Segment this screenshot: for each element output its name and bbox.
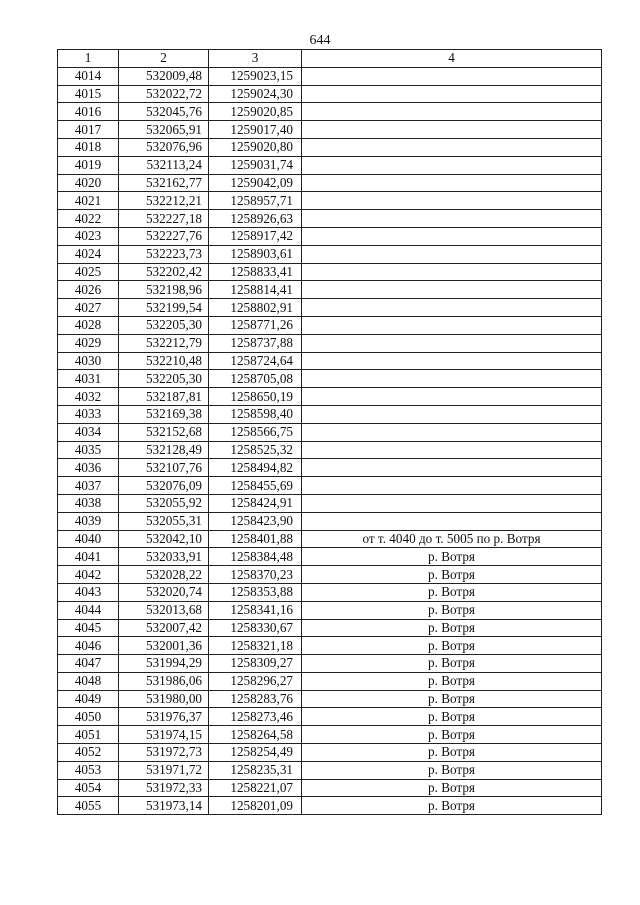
point-number-cell: 4040 bbox=[58, 530, 119, 548]
table-row bbox=[58, 744, 602, 762]
point-number-cell: 4049 bbox=[58, 690, 119, 708]
point-number-cell: 4050 bbox=[58, 708, 119, 726]
description-cell: р. Вотря bbox=[302, 744, 602, 762]
description-cell bbox=[302, 67, 602, 85]
point-number-cell: 4039 bbox=[58, 512, 119, 530]
table-row bbox=[58, 708, 602, 726]
description-cell bbox=[302, 316, 602, 334]
table-row bbox=[58, 619, 602, 637]
y-coordinate-cell: 1258525,32 bbox=[209, 441, 302, 459]
x-coordinate-cell: 531986,06 bbox=[119, 672, 209, 690]
y-coordinate-cell: 1258494,82 bbox=[209, 459, 302, 477]
description-cell bbox=[302, 103, 602, 121]
x-coordinate-cell: 532001,36 bbox=[119, 637, 209, 655]
table-row bbox=[58, 655, 602, 673]
table-row bbox=[58, 761, 602, 779]
table-row bbox=[58, 210, 602, 228]
table-row bbox=[58, 494, 602, 512]
table-row bbox=[58, 566, 602, 584]
x-coordinate-cell: 531972,73 bbox=[119, 744, 209, 762]
y-coordinate-cell: 1259042,09 bbox=[209, 174, 302, 192]
point-number-cell: 4026 bbox=[58, 281, 119, 299]
x-coordinate-cell: 532045,76 bbox=[119, 103, 209, 121]
point-number-cell: 4030 bbox=[58, 352, 119, 370]
description-cell: р. Вотря bbox=[302, 548, 602, 566]
point-number-cell: 4029 bbox=[58, 334, 119, 352]
description-cell bbox=[302, 494, 602, 512]
point-number-cell: 4045 bbox=[58, 619, 119, 637]
table-header-row bbox=[58, 50, 602, 68]
y-coordinate-cell: 1258566,75 bbox=[209, 423, 302, 441]
table-row bbox=[58, 459, 602, 477]
y-coordinate-cell: 1259020,85 bbox=[209, 103, 302, 121]
point-number-cell: 4020 bbox=[58, 174, 119, 192]
description-cell bbox=[302, 263, 602, 281]
description-cell bbox=[302, 512, 602, 530]
description-cell bbox=[302, 121, 602, 139]
y-coordinate-cell: 1258309,27 bbox=[209, 655, 302, 673]
y-coordinate-cell: 1258724,64 bbox=[209, 352, 302, 370]
y-coordinate-cell: 1258283,76 bbox=[209, 690, 302, 708]
description-cell: от т. 4040 до т. 5005 по р. Вотря bbox=[302, 530, 602, 548]
point-number-cell: 4051 bbox=[58, 726, 119, 744]
y-coordinate-cell: 1258273,46 bbox=[209, 708, 302, 726]
table-row bbox=[58, 388, 602, 406]
y-coordinate-cell: 1259024,30 bbox=[209, 85, 302, 103]
x-coordinate-cell: 532169,38 bbox=[119, 405, 209, 423]
point-number-cell: 4041 bbox=[58, 548, 119, 566]
x-coordinate-cell: 532205,30 bbox=[119, 370, 209, 388]
x-coordinate-cell: 532152,68 bbox=[119, 423, 209, 441]
table-row bbox=[58, 156, 602, 174]
x-coordinate-cell: 532128,49 bbox=[119, 441, 209, 459]
description-cell bbox=[302, 156, 602, 174]
table-row bbox=[58, 138, 602, 156]
y-coordinate-cell: 1258705,08 bbox=[209, 370, 302, 388]
description-cell bbox=[302, 174, 602, 192]
description-cell: р. Вотря bbox=[302, 655, 602, 673]
point-number-cell: 4053 bbox=[58, 761, 119, 779]
point-number-cell: 4016 bbox=[58, 103, 119, 121]
table-row bbox=[58, 548, 602, 566]
description-cell bbox=[302, 405, 602, 423]
description-cell bbox=[302, 477, 602, 495]
y-coordinate-cell: 1258353,88 bbox=[209, 583, 302, 601]
y-coordinate-cell: 1258814,41 bbox=[209, 281, 302, 299]
y-coordinate-cell: 1258737,88 bbox=[209, 334, 302, 352]
table-row bbox=[58, 530, 602, 548]
column-header-3: 3 bbox=[209, 50, 302, 68]
x-coordinate-cell: 532162,77 bbox=[119, 174, 209, 192]
description-cell bbox=[302, 299, 602, 317]
point-number-cell: 4028 bbox=[58, 316, 119, 334]
x-coordinate-cell: 532199,54 bbox=[119, 299, 209, 317]
y-coordinate-cell: 1258341,16 bbox=[209, 601, 302, 619]
y-coordinate-cell: 1258424,91 bbox=[209, 494, 302, 512]
x-coordinate-cell: 532212,21 bbox=[119, 192, 209, 210]
y-coordinate-cell: 1258401,88 bbox=[209, 530, 302, 548]
y-coordinate-cell: 1258330,67 bbox=[209, 619, 302, 637]
table-row bbox=[58, 352, 602, 370]
description-cell bbox=[302, 138, 602, 156]
x-coordinate-cell: 532009,48 bbox=[119, 67, 209, 85]
x-coordinate-cell: 532205,30 bbox=[119, 316, 209, 334]
table-row bbox=[58, 334, 602, 352]
description-cell: р. Вотря bbox=[302, 566, 602, 584]
point-number-cell: 4019 bbox=[58, 156, 119, 174]
table-row bbox=[58, 299, 602, 317]
point-number-cell: 4035 bbox=[58, 441, 119, 459]
point-number-cell: 4021 bbox=[58, 192, 119, 210]
y-coordinate-cell: 1258833,41 bbox=[209, 263, 302, 281]
coordinates-table bbox=[57, 49, 602, 815]
x-coordinate-cell: 532107,76 bbox=[119, 459, 209, 477]
table-row bbox=[58, 672, 602, 690]
table-row bbox=[58, 263, 602, 281]
description-cell: р. Вотря bbox=[302, 797, 602, 815]
description-cell: р. Вотря bbox=[302, 761, 602, 779]
point-number-cell: 4036 bbox=[58, 459, 119, 477]
x-coordinate-cell: 531994,29 bbox=[119, 655, 209, 673]
y-coordinate-cell: 1258957,71 bbox=[209, 192, 302, 210]
x-coordinate-cell: 532198,96 bbox=[119, 281, 209, 299]
table-row bbox=[58, 103, 602, 121]
y-coordinate-cell: 1258264,58 bbox=[209, 726, 302, 744]
description-cell bbox=[302, 85, 602, 103]
y-coordinate-cell: 1258201,09 bbox=[209, 797, 302, 815]
column-header-4: 4 bbox=[302, 50, 602, 68]
page-number: 644 bbox=[309, 33, 331, 48]
point-number-cell: 4054 bbox=[58, 779, 119, 797]
description-cell bbox=[302, 441, 602, 459]
x-coordinate-cell: 532227,18 bbox=[119, 210, 209, 228]
table-row bbox=[58, 174, 602, 192]
description-cell bbox=[302, 423, 602, 441]
point-number-cell: 4052 bbox=[58, 744, 119, 762]
x-coordinate-cell: 532223,73 bbox=[119, 245, 209, 263]
point-number-cell: 4025 bbox=[58, 263, 119, 281]
x-coordinate-cell: 531971,72 bbox=[119, 761, 209, 779]
y-coordinate-cell: 1258296,27 bbox=[209, 672, 302, 690]
description-cell bbox=[302, 370, 602, 388]
description-cell: р. Вотря bbox=[302, 619, 602, 637]
table-row bbox=[58, 726, 602, 744]
description-cell: р. Вотря bbox=[302, 601, 602, 619]
description-cell: р. Вотря bbox=[302, 672, 602, 690]
description-cell: р. Вотря bbox=[302, 637, 602, 655]
x-coordinate-cell: 532065,91 bbox=[119, 121, 209, 139]
point-number-cell: 4037 bbox=[58, 477, 119, 495]
x-coordinate-cell: 531972,33 bbox=[119, 779, 209, 797]
column-header-2: 2 bbox=[119, 50, 209, 68]
description-cell bbox=[302, 388, 602, 406]
y-coordinate-cell: 1259023,15 bbox=[209, 67, 302, 85]
table-row bbox=[58, 370, 602, 388]
x-coordinate-cell: 532013,68 bbox=[119, 601, 209, 619]
point-number-cell: 4015 bbox=[58, 85, 119, 103]
x-coordinate-cell: 532187,81 bbox=[119, 388, 209, 406]
table-row bbox=[58, 441, 602, 459]
y-coordinate-cell: 1258802,91 bbox=[209, 299, 302, 317]
y-coordinate-cell: 1258650,19 bbox=[209, 388, 302, 406]
x-coordinate-cell: 531974,15 bbox=[119, 726, 209, 744]
y-coordinate-cell: 1258926,63 bbox=[209, 210, 302, 228]
point-number-cell: 4038 bbox=[58, 494, 119, 512]
x-coordinate-cell: 532076,96 bbox=[119, 138, 209, 156]
point-number-cell: 4027 bbox=[58, 299, 119, 317]
point-number-cell: 4031 bbox=[58, 370, 119, 388]
description-cell bbox=[302, 459, 602, 477]
point-number-cell: 4034 bbox=[58, 423, 119, 441]
y-coordinate-cell: 1258321,18 bbox=[209, 637, 302, 655]
description-cell: р. Вотря bbox=[302, 583, 602, 601]
x-coordinate-cell: 532022,72 bbox=[119, 85, 209, 103]
table-row bbox=[58, 85, 602, 103]
description-cell: р. Вотря bbox=[302, 779, 602, 797]
x-coordinate-cell: 531976,37 bbox=[119, 708, 209, 726]
y-coordinate-cell: 1259031,74 bbox=[209, 156, 302, 174]
point-number-cell: 4042 bbox=[58, 566, 119, 584]
point-number-cell: 4032 bbox=[58, 388, 119, 406]
y-coordinate-cell: 1258235,31 bbox=[209, 761, 302, 779]
table-row bbox=[58, 477, 602, 495]
table-row bbox=[58, 316, 602, 334]
description-cell bbox=[302, 227, 602, 245]
y-coordinate-cell: 1258221,07 bbox=[209, 779, 302, 797]
point-number-cell: 4017 bbox=[58, 121, 119, 139]
y-coordinate-cell: 1258423,90 bbox=[209, 512, 302, 530]
table-row bbox=[58, 601, 602, 619]
y-coordinate-cell: 1258370,23 bbox=[209, 566, 302, 584]
x-coordinate-cell: 531980,00 bbox=[119, 690, 209, 708]
y-coordinate-cell: 1258384,48 bbox=[209, 548, 302, 566]
table-row bbox=[58, 690, 602, 708]
x-coordinate-cell: 532113,24 bbox=[119, 156, 209, 174]
y-coordinate-cell: 1259020,80 bbox=[209, 138, 302, 156]
point-number-cell: 4022 bbox=[58, 210, 119, 228]
x-coordinate-cell: 532033,91 bbox=[119, 548, 209, 566]
point-number-cell: 4048 bbox=[58, 672, 119, 690]
point-number-cell: 4046 bbox=[58, 637, 119, 655]
point-number-cell: 4033 bbox=[58, 405, 119, 423]
point-number-cell: 4043 bbox=[58, 583, 119, 601]
table-row bbox=[58, 512, 602, 530]
point-number-cell: 4018 bbox=[58, 138, 119, 156]
point-number-cell: 4047 bbox=[58, 655, 119, 673]
x-coordinate-cell: 532055,31 bbox=[119, 512, 209, 530]
x-coordinate-cell: 531973,14 bbox=[119, 797, 209, 815]
description-cell: р. Вотря bbox=[302, 690, 602, 708]
table-row bbox=[58, 245, 602, 263]
description-cell: р. Вотря bbox=[302, 708, 602, 726]
description-cell: р. Вотря bbox=[302, 726, 602, 744]
table-row bbox=[58, 583, 602, 601]
column-header-1: 1 bbox=[58, 50, 119, 68]
table-row bbox=[58, 281, 602, 299]
table-row bbox=[58, 423, 602, 441]
point-number-cell: 4023 bbox=[58, 227, 119, 245]
y-coordinate-cell: 1258455,69 bbox=[209, 477, 302, 495]
x-coordinate-cell: 532210,48 bbox=[119, 352, 209, 370]
y-coordinate-cell: 1258771,26 bbox=[209, 316, 302, 334]
table-row bbox=[58, 779, 602, 797]
description-cell bbox=[302, 245, 602, 263]
x-coordinate-cell: 532076,09 bbox=[119, 477, 209, 495]
description-cell bbox=[302, 334, 602, 352]
point-number-cell: 4014 bbox=[58, 67, 119, 85]
table-row bbox=[58, 67, 602, 85]
y-coordinate-cell: 1259017,40 bbox=[209, 121, 302, 139]
x-coordinate-cell: 532042,10 bbox=[119, 530, 209, 548]
x-coordinate-cell: 532227,76 bbox=[119, 227, 209, 245]
x-coordinate-cell: 532202,42 bbox=[119, 263, 209, 281]
table-row bbox=[58, 405, 602, 423]
table-row bbox=[58, 121, 602, 139]
y-coordinate-cell: 1258598,40 bbox=[209, 405, 302, 423]
x-coordinate-cell: 532007,42 bbox=[119, 619, 209, 637]
table-row bbox=[58, 192, 602, 210]
table-row bbox=[58, 227, 602, 245]
point-number-cell: 4024 bbox=[58, 245, 119, 263]
point-number-cell: 4044 bbox=[58, 601, 119, 619]
y-coordinate-cell: 1258254,49 bbox=[209, 744, 302, 762]
y-coordinate-cell: 1258903,61 bbox=[209, 245, 302, 263]
x-coordinate-cell: 532020,74 bbox=[119, 583, 209, 601]
description-cell bbox=[302, 352, 602, 370]
point-number-cell: 4055 bbox=[58, 797, 119, 815]
x-coordinate-cell: 532212,79 bbox=[119, 334, 209, 352]
table-row bbox=[58, 797, 602, 815]
y-coordinate-cell: 1258917,42 bbox=[209, 227, 302, 245]
description-cell bbox=[302, 281, 602, 299]
description-cell bbox=[302, 210, 602, 228]
table-row bbox=[58, 637, 602, 655]
x-coordinate-cell: 532055,92 bbox=[119, 494, 209, 512]
description-cell bbox=[302, 192, 602, 210]
x-coordinate-cell: 532028,22 bbox=[119, 566, 209, 584]
